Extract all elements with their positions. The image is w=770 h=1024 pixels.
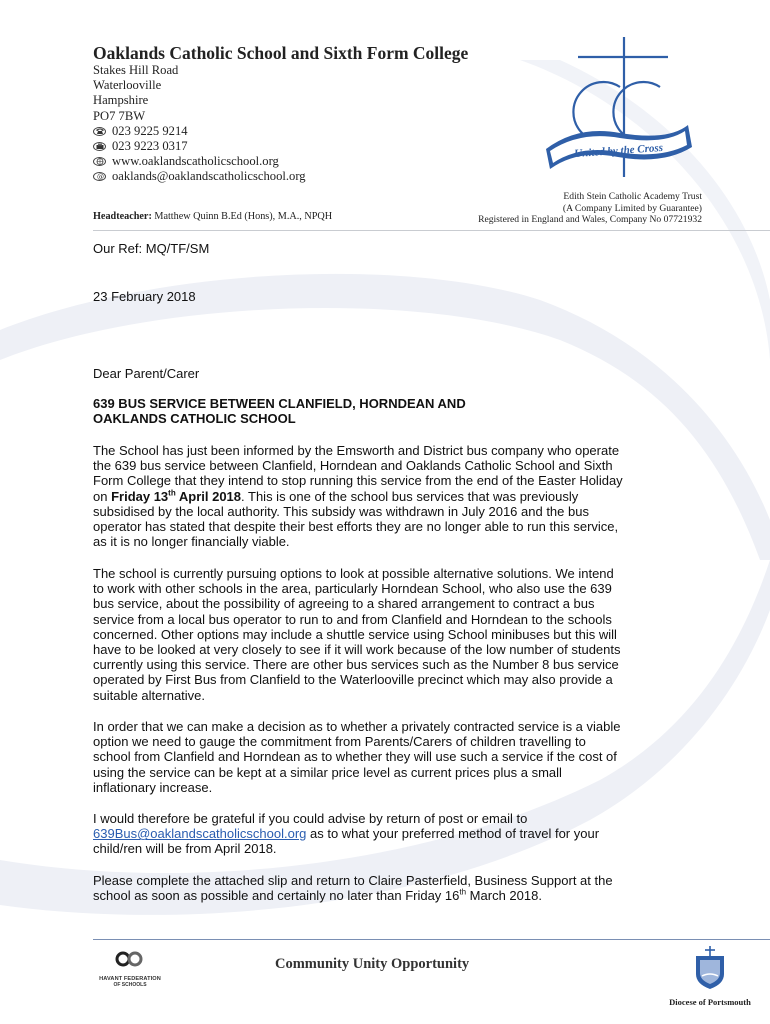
email-row <box>93 169 306 184</box>
fax-icon <box>93 142 106 151</box>
text-run: Friday 13 <box>111 488 169 504</box>
paragraph-5 <box>93 873 678 903</box>
svg-text:@: @ <box>97 173 104 181</box>
text-run: . This is one of the school bus services that was previously <box>241 488 579 504</box>
trust-line: Edith Stein Catholic Academy Trust <box>563 191 702 202</box>
at-sign-icon <box>93 172 106 181</box>
address-line: Hampshire <box>93 93 149 108</box>
paragraph-line: operated by First Bus from Clanfield to the Waterlooville precinct which may also provide a <box>93 672 613 688</box>
end-date-emphasis <box>111 489 241 504</box>
school-name: Oaklands Catholic School and Sixth Form College <box>93 43 469 63</box>
phone-icon <box>93 127 106 136</box>
ordinal-suffix: th <box>459 887 467 897</box>
paragraph-line: I would therefore be grateful if you could advise by return of post or email to <box>93 811 528 826</box>
website-row <box>93 154 306 169</box>
letter-date: 23 February 2018 <box>93 289 196 304</box>
globe-icon <box>93 157 106 166</box>
diocese-logo <box>666 946 754 1006</box>
paragraph-line: In order that we can make a decision as to whether a privately contracted service is a viable <box>93 719 621 734</box>
paragraph-line: child/ren will be from April 2018. <box>93 841 277 857</box>
salutation: Dear Parent/Carer <box>93 366 200 381</box>
bus-email-link[interactable]: 639Bus@oaklandscatholicschool.org <box>93 826 307 842</box>
paragraph-line: option we need to gauge the commitment from Parents/Carers of children travelling to <box>93 734 586 750</box>
email-link[interactable]: oaklands@oaklandscatholicschool.org <box>112 169 306 184</box>
paragraph-line: using the service can be kept at a similar price level as current prices plus a small <box>93 764 562 780</box>
text-run: on <box>93 488 112 504</box>
paragraph-line: concerned. Other options may include a shuttle service using School minibuses but this will <box>93 626 617 642</box>
federation-rings-icon <box>90 950 170 968</box>
trust-line: (A Company Limited by Guarantee) <box>562 202 702 214</box>
trust-info <box>478 191 702 226</box>
paragraph-line: suitable alternative. <box>93 687 206 703</box>
text-run: March 2018. <box>466 888 542 904</box>
paragraph-line: bus service, about the possibility of agreeing to a shared arrangement to contract a bus <box>93 596 595 612</box>
headteacher-label: Headteacher: <box>93 211 152 222</box>
address-block <box>93 63 306 185</box>
diocese-crest-icon <box>690 946 730 990</box>
ordinal-suffix: th <box>168 488 176 498</box>
paragraph-2 <box>93 566 678 703</box>
footer-motto: Community Unity Opportunity <box>275 956 470 972</box>
phone-row <box>93 124 306 139</box>
paragraph-line: subsidised by the local authority. This subsidy was withdrawn in July 2016 and the bus <box>93 503 589 519</box>
paragraph-line: school from Clanfield and Horndean as to whether they will use such a service if the cost of <box>93 749 617 765</box>
paragraph-line: service from a local bus operator to run to and from Clanfield and Horndean to the schools <box>93 611 612 627</box>
paragraph-line: The School has just been informed by the Emsworth and District bus company who operate <box>93 443 620 458</box>
paragraph-3 <box>93 719 678 795</box>
paragraph-line: currently using this service. There are other bus services such as the Number 8 bus service <box>93 657 619 673</box>
our-reference: Our Ref: MQ/TF/SM <box>93 241 210 256</box>
school-logo <box>538 37 698 177</box>
diocese-name: Diocese of Portsmouth <box>669 997 751 1007</box>
paragraph-1 <box>93 443 678 549</box>
paragraph-line: the 639 bus service between Clanfield, Horndean and Oaklands Catholic School and Sixth <box>93 458 613 474</box>
letter-subject <box>93 396 653 426</box>
text-run: school as soon as possible and certainly no later than Friday 16 <box>93 888 460 904</box>
fax-number: 023 9223 0317 <box>112 138 188 153</box>
paragraph-line: have to be looked at very closely to see if it will work because of the low number of students <box>93 642 621 658</box>
paragraph-line: operator has stated that despite their best efforts they are no longer able to run this service, <box>93 519 619 535</box>
paragraph-line: to work with other schools in the area, particularly Horndean School, who also use the 639 <box>93 581 612 597</box>
subject-line: 639 BUS SERVICE BETWEEN CLANFIELD, HORNDEAN AND <box>93 396 466 411</box>
address-line: Waterlooville <box>93 78 162 93</box>
paragraph-4 <box>93 811 678 857</box>
text-run: as to what your preferred method of travel for your <box>306 826 600 842</box>
havant-line-1: HAVANT FEDERATION <box>99 976 161 982</box>
paragraph-line: as it is no longer financially viable. <box>93 534 290 550</box>
logo-motto: United by the Cross <box>573 141 664 161</box>
subject-line: OAKLANDS CATHOLIC SCHOOL <box>93 411 296 427</box>
paragraph-line: Please complete the attached slip and return to Claire Pasterfield, Business Support at the <box>93 873 613 888</box>
paragraph-line: The school is currently pursuing options to look at possible alternative solutions. We intend <box>93 566 614 581</box>
header-divider <box>93 230 770 231</box>
havant-federation-logo <box>90 950 170 992</box>
paragraph-line <box>93 826 678 841</box>
paragraph-line <box>93 489 678 504</box>
paragraph-line: inflationary increase. <box>93 779 213 795</box>
trust-line: Registered in England and Wales, Company No 07721932 <box>478 214 702 225</box>
headteacher-line <box>93 211 332 222</box>
phone-number: 023 9225 9214 <box>112 123 188 138</box>
website-link[interactable]: www.oaklandscatholicschool.org <box>112 154 279 169</box>
paragraph-line <box>93 888 678 903</box>
footer-divider <box>93 939 770 940</box>
text-run: April 2018 <box>175 488 242 504</box>
fax-row <box>93 139 306 154</box>
address-line: PO7 7BW <box>93 108 146 123</box>
paragraph-line: Form College that they intend to stop running this service from the end of the Easter Holiday <box>93 473 623 489</box>
havant-line-2: OF SCHOOLS <box>113 982 147 988</box>
address-line: Stakes Hill Road <box>93 63 179 77</box>
headteacher-name: Matthew Quinn B.Ed (Hons), M.A., NPQH <box>154 211 333 222</box>
